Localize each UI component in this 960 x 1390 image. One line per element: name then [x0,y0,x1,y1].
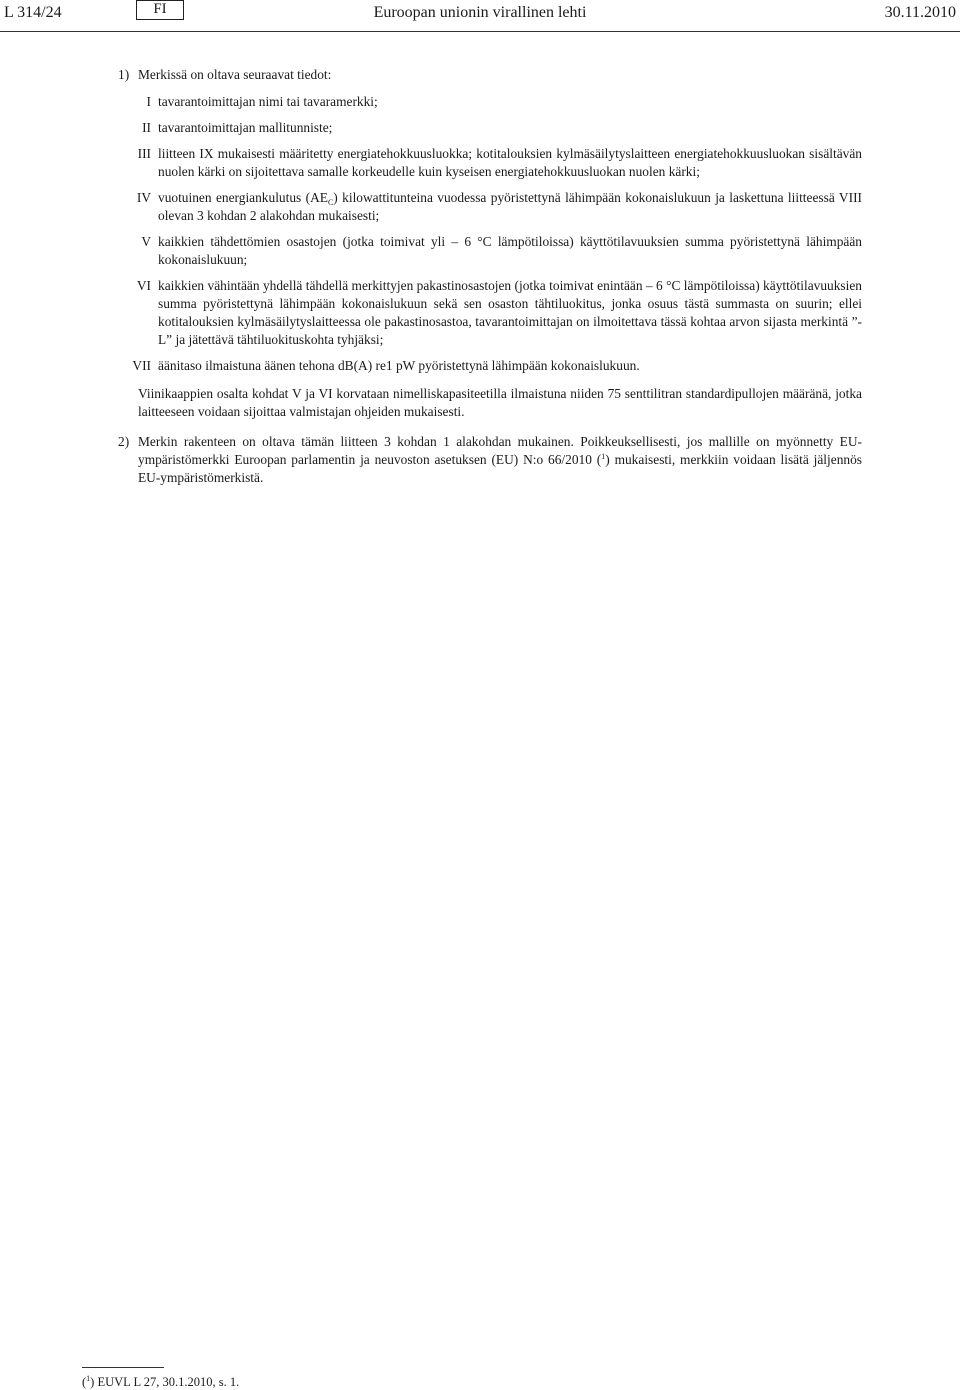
list-item [118,189,862,225]
text-segment: ) mukaisesti, merkkiin voidaan lisätä jäljennös EU-ympäristömerkistä. [138,452,862,485]
item-2-text [138,433,862,487]
roman-numeral: V [141,234,151,249]
list-item [118,119,862,137]
list-item-text: liitteen IX mukaisesti määritetty energiatehokkuusluokka; kotitalouksien kylmäsäilytyslaitteen energiatehokkuusluokan sisältävän nuolen kärki on sijoitettava samalle korkeudelle kuin kyseisen energiatehokkuusluokan nuolen kärki; [158,146,862,179]
language-code-box: FI [136,0,184,20]
list-item [118,357,862,375]
page-reference: L 314/24 [4,4,62,21]
footnote-marker: 1 [86,1374,91,1383]
wine-cabinet-paragraph: Viinikaappien osalta kohdat V ja VI korvataan nimelliskapasiteetilla ilmaistuna niiden 75 senttilitran standardipullojen määränä, jotka laitteeseen voidaan sijoittaa valmistajan ohjeiden mukaisesti. [138,386,862,419]
list-item [118,277,862,349]
list-item-text: tavarantoimittajan mallitunniste; [158,120,333,135]
footnote-reference[interactable]: 1 [601,452,606,461]
footnote-text: EUVL L 27, 30.1.2010, s. 1. [97,1375,240,1389]
list-item [118,93,862,111]
roman-numeral: I [146,94,151,109]
list-item-text [158,189,862,225]
roman-numeral: II [142,120,151,135]
page-header [0,0,960,33]
item-intro: Merkissä on oltava seuraavat tiedot: [138,67,332,82]
footnote: ($^1$) EUVL L 27, 30.1.2010, s. 1. [82,1374,240,1389]
roman-numeral: VI [136,278,151,293]
item-number: 2) [118,434,130,449]
document-body [118,66,862,487]
publication-date: 30.11.2010 [884,4,956,21]
footnote-divider [82,1367,164,1368]
journal-title: Euroopan unionin virallinen lehti [373,4,587,21]
list-item [118,145,862,181]
text-segment: Merkin rakenteen on oltava tämän liitteen 3 kohdan 1 alakohdan mukainen. Poikkeuksellisesti, jos mallille on myönnetty EU-ympäristömerkki Euroopan parlamentin ja neuvoston asetuksen (EU) N:o 66/2010 ( [138,434,862,467]
subscript: C [327,198,334,207]
item-1-heading [118,66,862,84]
list-item-text: äänitaso ilmaistuna äänen tehona dB(A) re1 pW pyöristettynä lähimpään kokonaislukuun. [158,358,640,373]
header-divider [0,31,960,32]
item-2 [118,433,862,487]
text-segment: vuotuinen energiankulutus (AE [158,190,328,205]
roman-numeral: IV [136,190,151,205]
list-item-text: tavarantoimittajan nimi tai tavaramerkki; [158,94,378,109]
list-item-text: kaikkien tähdettömien osastojen (jotka toimivat yli – 6 °C lämpötiloissa) käyttötilavuuksien summa pyöristettynä lähimpään kokonaislukuun; [158,234,862,267]
text-segment: ) kilowattitunteina vuodessa pyöristettynä lähimpään kokonaislukuun ja laskettuna liitteessä VIII olevan 3 kohdan 2 alakohdan mukaisesti; [158,190,862,223]
list-item-text: kaikkien vähintään yhdellä tähdellä merkittyjen pakastinosastojen (jotka toimivat enintään – 6 °C lämpötiloissa) käyttötilavuuksien summa pyöristettynä lähimpään kokonaislukuun sekä sen osaston tähtiluokitus, jonka osuus tästä summasta on suurin; ellei kotitalouksien kylmäsäilytyslaitteessa ole pakastinosastoa, tavarantoimittajan on ilmoitettava tässä kohtaa arvon sijasta merkintä ”- L” ja jätettävä tähtiluokituskohta tyhjäksi; [158,278,862,347]
list-item [118,233,862,269]
roman-numeral: III [137,146,151,161]
roman-numeral: VII [132,358,151,373]
item-number: 1) [118,67,130,82]
subitem-list [118,93,862,375]
